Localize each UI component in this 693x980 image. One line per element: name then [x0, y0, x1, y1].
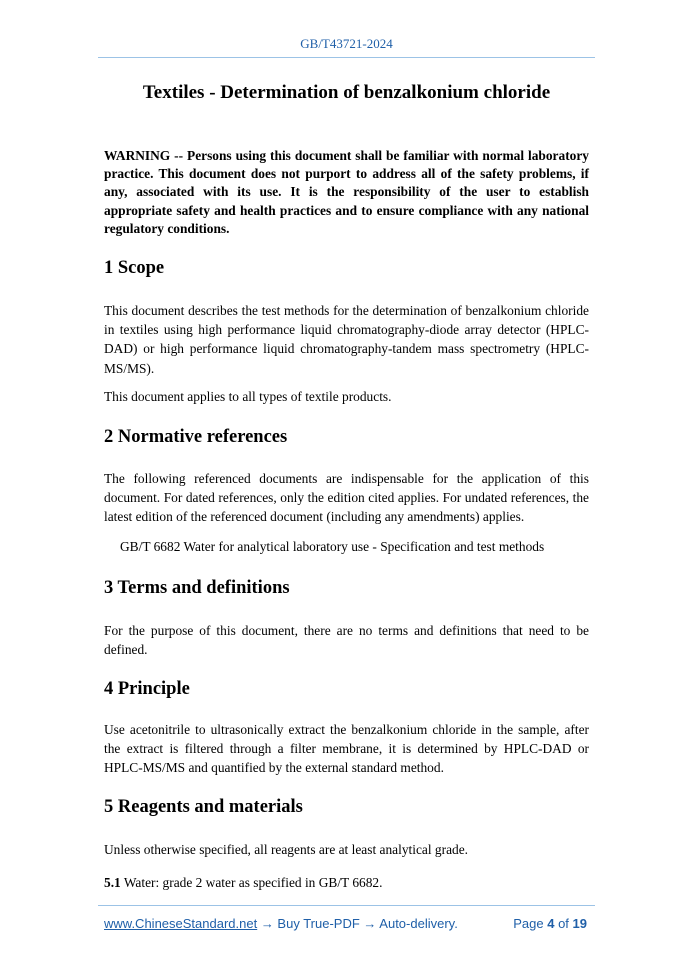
document-title: Textiles - Determination of benzalkonium chloride [142, 82, 551, 103]
header-divider [98, 57, 595, 58]
page-current: 4 [547, 916, 555, 931]
scope-paragraph-1: This document describes the test methods for the determination of benzalkonium chloride in textiles using high performance liquid chromatography-diode array detector (HPLC-DAD) or high performance liquid chromatography-tandem mass spectrometry (HPLC-MS/MS). [104, 303, 589, 376]
section-heading-terms: 3 Terms and definitions [104, 578, 290, 598]
site-link[interactable]: www.ChineseStandard.net [104, 916, 258, 931]
clause-text: Water: grade 2 water as specified in GB/T 6682. [120, 875, 383, 890]
page-total: 19 [572, 916, 587, 931]
clause-number: 5.1 [104, 875, 121, 890]
section-heading-reagents: 5 Reagents and materials [104, 797, 303, 817]
footer-divider [98, 905, 595, 906]
page-of-label: of [554, 916, 573, 931]
terms-paragraph: For the purpose of this document, there are no terms and definitions that need to be defined. [104, 623, 589, 658]
clause-5-1 [104, 873, 589, 892]
section-heading-principle: 4 Principle [104, 679, 190, 699]
page-number [513, 916, 587, 931]
page-label: Page [513, 916, 548, 931]
section-heading-normative-references: 2 Normative references [104, 427, 288, 447]
footer-promo [104, 916, 458, 931]
promo-text: → Buy True-PDF → Auto-delivery. [257, 916, 458, 931]
principle-paragraph: Use acetonitrile to ultrasonically extract the benzalkonium chloride in the sample, after the extract is filtered through a filter membrane, it is determined by HPLC-DAD or HPLC-MS/MS and quantified by the external standard method. [104, 722, 589, 776]
normative-reference-item: GB/T 6682 Water for analytical laboratory use - Specification and test methods [120, 539, 545, 554]
warning-notice: WARNING -- Persons using this document shall be familiar with normal laboratory practice. This document does not purport to address all of the safety problems, if any, associated with its use. It is the responsibility of the user to establish appropriate safety and health practices and to ensure compliance with any national regulatory conditions. [104, 148, 589, 236]
scope-paragraph-2: This document applies to all types of textile products. [104, 389, 392, 404]
reagents-paragraph: Unless otherwise specified, all reagents are at least analytical grade. [104, 842, 468, 857]
document-code: GB/T43721-2024 [300, 36, 393, 51]
section-heading-scope: 1 Scope [104, 258, 165, 278]
normative-paragraph: The following referenced documents are indispensable for the application of this document. For dated references, only the edition cited applies. For undated references, the latest edition of the referenced document (including any amendments) applies. [104, 471, 589, 525]
